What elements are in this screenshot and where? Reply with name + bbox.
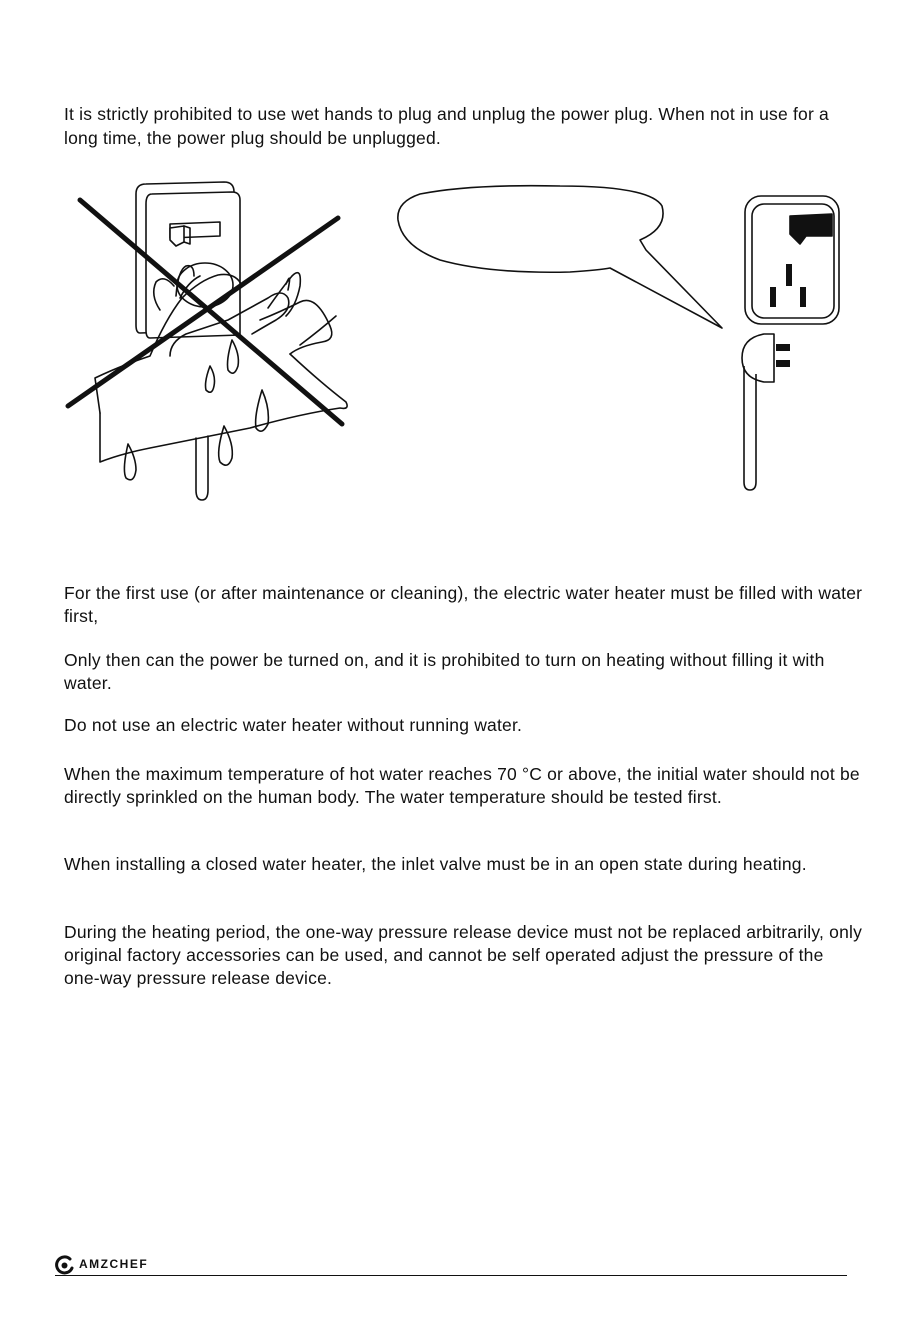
brand-name: AMZCHEF [79, 1257, 149, 1271]
dry-plug-socket-icon [742, 196, 839, 490]
amzchef-logo-icon [55, 1255, 75, 1275]
warning-hot-water: When the maximum temperature of hot water reaches 70 °C or above, the initial water should not be directly sprinkled on the human body. The water temperature should be tested first. [64, 764, 860, 807]
warning-first-use: For the first use (or after maintenance or cleaning), the electric water heater must be filled with water first, [64, 583, 863, 626]
warning-pressure-release: During the heating period, the one-way pressure release device must not be replaced arbitrarily, only original factory accessories can be used, and cannot be self operated adjust the pressure of the one-way pressure release device. [64, 922, 863, 988]
warning-power-on: Only then can the power be turned on, and it is prohibited to turn on heating without filling it with water. [64, 650, 825, 693]
speech-bubble-icon [398, 186, 722, 328]
plug-safety-illustration [0, 170, 901, 510]
wet-hand-plug-prohibited-icon [68, 182, 347, 500]
warning-inlet-valve: When installing a closed water heater, the inlet valve must be in an open state during heating. [64, 854, 807, 874]
warning-running-water: Do not use an electric water heater without running water. [64, 715, 523, 735]
plug-warning-intro: It is strictly prohibited to use wet hands to plug and unplug the power plug. When not in use for a long time, the power plug should be unplugged. [64, 104, 829, 148]
footer-divider [55, 1275, 847, 1276]
page-footer [55, 1252, 847, 1278]
